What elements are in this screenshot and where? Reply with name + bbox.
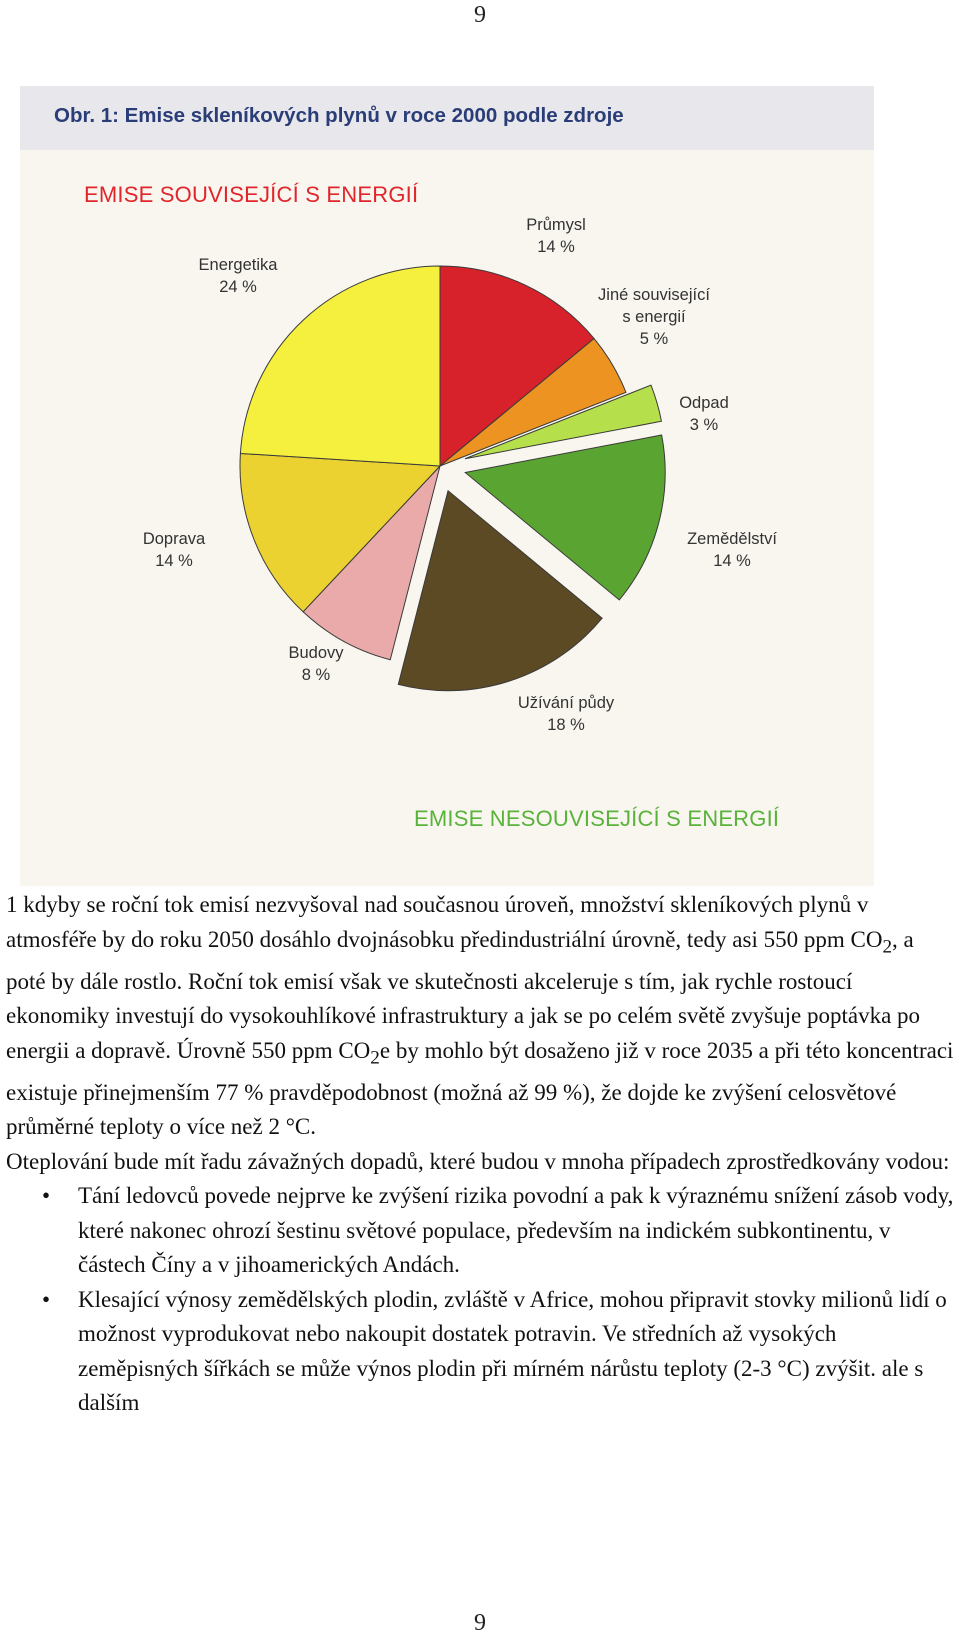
slice-value: 5 % bbox=[639, 330, 669, 348]
body-text bbox=[6, 888, 954, 1421]
slice-value: 3 % bbox=[689, 416, 719, 434]
slice-label bbox=[526, 214, 586, 258]
energy-emissions-label: EMISE SOUVISEJÍCÍ S ENERGIÍ bbox=[84, 182, 419, 207]
slice-name: s energií bbox=[622, 308, 686, 326]
page-number-bottom: 9 bbox=[474, 1610, 486, 1636]
slice-name: Užívání půdy bbox=[517, 694, 615, 712]
pie-chart bbox=[20, 86, 874, 846]
slice-label bbox=[518, 692, 614, 736]
slice-label bbox=[687, 528, 777, 572]
slice-value: 18 % bbox=[547, 716, 585, 734]
figure-title: Obr. 1: Emise skleníkových plynů v roce 2000 podle zdroje bbox=[54, 104, 624, 127]
bullet-icon: • bbox=[41, 1183, 51, 1209]
slice-value: 14 % bbox=[713, 552, 751, 570]
paragraph-warming: Oteplování bude mít řadu závažných dopadů, které budou v mnoha případech zprostředkovány vodou: bbox=[6, 1148, 950, 1174]
slice-label bbox=[199, 254, 278, 298]
paragraph-emissions: 1 kdyby se roční tok emisí nezvyšoval nad současnou úroveň, množství skleníkových plynů v atmosféře by do roku 2050 dosáhlo dvojnásobku předindustriální úrovně, tedy asi 550 ppm $CO_2$, a poté by dále rostlo. Roční tok emisí však ve skutečnosti akceleruje s tím, jak rychle rostoucí ekonomiky investují do vysokouhlíkové infrastruktury a jak se po celém světě zvyšuje poptávka po energii a dopravě. Úrovně 550 ppm $CO_2e$ by mohlo být dosaženo již v roce 2035 a při této koncentraci existuje přinejmenším 77 % pravděpodobnost (možná až 99 %), že dojde ke zvýšení celosvětové průměrné teploty o více než 2 °C. bbox=[6, 892, 954, 1140]
slice-value: 8 % bbox=[301, 666, 331, 684]
slice-value: 24 % bbox=[219, 278, 257, 296]
slice-value: 14 % bbox=[537, 238, 575, 256]
page-number-top: 9 bbox=[474, 2, 486, 28]
slice-name: Zemědělství bbox=[687, 530, 777, 548]
bullet-icon: • bbox=[41, 1286, 51, 1312]
nonenergy-emissions-label: EMISE NESOUVISEJÍCÍ S ENERGIÍ bbox=[414, 806, 780, 831]
slice-label bbox=[598, 284, 710, 350]
slice-name: Průmysl bbox=[526, 216, 586, 234]
slice-name: Budovy bbox=[288, 644, 344, 662]
slice-label bbox=[679, 392, 729, 436]
list-item: • Klesající výnosy zemědělských plodin, zvláště v Africe, mohou připravit stovky milionů lidí o možnost vyprodukovat nebo nakoupit dostatek potravin. Ve středních až vysokých zeměpisných šířkách se může výnos plodin při mírném nárůstu teploty (2-3 °C) zvýšit. ale s dalším bbox=[6, 1283, 954, 1421]
slice-label bbox=[288, 642, 343, 686]
slice-name: Energetika bbox=[198, 256, 278, 274]
emissions-figure bbox=[20, 86, 874, 886]
impacts-list bbox=[6, 1179, 954, 1421]
list-item: • Tání ledovců povede nejprve ke zvýšení rizika povodní a pak k výraznému snížení zásob vody, které nakonec ohrozí šestinu světové populace, především na indickém subkontinentu, v částech Číny a v jihoamerických Andách. bbox=[6, 1179, 954, 1283]
slice-name: Jiné související bbox=[598, 286, 710, 304]
slice-label bbox=[143, 528, 205, 572]
slice-name: Doprava bbox=[142, 530, 206, 548]
slice-value: 14 % bbox=[155, 552, 193, 570]
slice-name: Odpad bbox=[679, 394, 729, 412]
